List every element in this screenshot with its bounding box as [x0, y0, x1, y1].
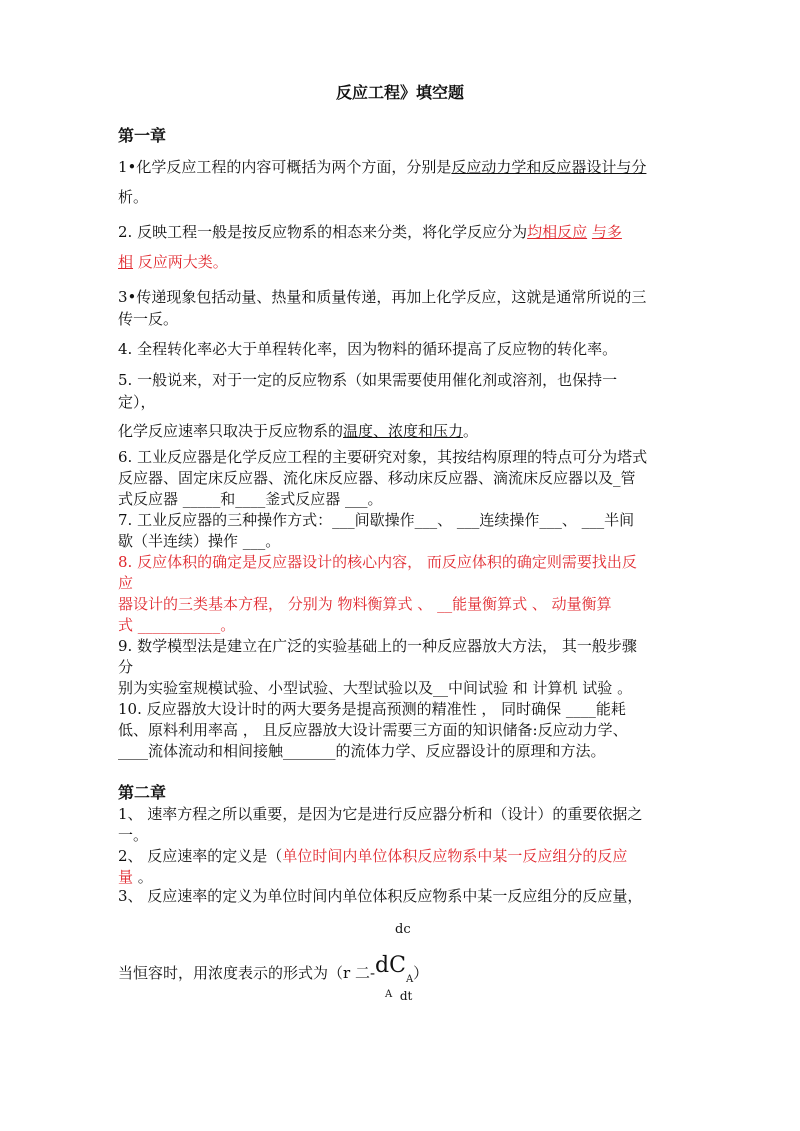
answer-blank: 反应动力学和反应器设计与分 [451, 158, 647, 176]
ch2-q2-line2: 量 。 [118, 868, 153, 886]
ch2-q3-line2: 当恒容时，用浓度表示的形式为（r 二$-dC_A$） [118, 953, 429, 985]
formula-dC: dC [375, 953, 406, 978]
ch1-q8-line2: 应 [118, 574, 134, 592]
chapter-2-heading: 第二章 [118, 783, 167, 802]
ch1-q2-line1: 2. 反映工程一般是按反应物系的相态来分类，将化学反应分为均相反应 与多 [118, 223, 622, 241]
ch1-q3-line1: 3•传递现象包括动量、热量和质量传递，再加上化学反应，这就是通常所说的三 [118, 288, 647, 306]
ch2-q2-line1: 2、 反应速率的定义是（单位时间内单位体积反应物系中某一反应组分的反应 [118, 847, 628, 865]
ch2-q3-line1: 3、 反应速率的定义为单位时间内单位体积反应物系中某一反应组分的反应量， [118, 887, 643, 905]
ch1-q6-line1: 6. 工业反应器是化学反应工程的主要研究对象，其按结构原理的特点可分为塔式 [118, 448, 648, 466]
ch1-q9-line1: 9. 数学模型法是建立在广泛的实验基础上的一种反应器放大方法， 其一般步骤 [118, 637, 637, 655]
answer-blank: 均相反应 [527, 223, 588, 241]
ch1-q8-line1: 8. 反应体积的确定是反应器设计的核心内容， 而反应体积的确定则需要找出反 [118, 553, 637, 571]
ch1-q1-line2: 析。 [118, 188, 149, 206]
ch1-q5-line1: 5. 一般说来，对于一定的反应物系（如果需要使用催化剂或溶剂，也保持一 [118, 371, 618, 389]
ch1-q3-line2: 传一反。 [118, 310, 179, 328]
answer-blank: 与多 [591, 223, 622, 241]
chapter-1-heading: 第一章 [118, 126, 167, 145]
ch1-q2-line2: 相 反应两大类。 [118, 253, 228, 271]
ch2-q1-line2: 一。 [118, 826, 149, 844]
ch1-q10-line2: 低、原料利用率高 ， 且反应器放大设计需要三方面的知识储备:反应动力学、 [118, 721, 628, 739]
ch1-q7-line2: 歇（半连续）操作 ___。 [118, 532, 281, 550]
ch1-q9-line3: 别为实验室规模试验、小型试验、大型试验以及__中间试验 和 计算机 试验 。 [118, 679, 633, 697]
ch1-q8-line3: 器设计的三类基本方程， 分别为 物料衡算式 、 __能量衡算式 、 动量衡算 [118, 595, 612, 613]
ch1-q9-line2: 分 [118, 658, 134, 676]
ch1-q4: 4. 全程转化率必大于单程转化率，因为物料的循环提高了反应物的转化率。 [118, 340, 618, 358]
formula-denominator: $^A$ dt [385, 989, 413, 1003]
ch1-q8-line4: 式 ___________。 [118, 616, 236, 634]
answer-blank: 温度、浓度和压力 [343, 422, 464, 440]
ch1-q6-line3: 式反应器 _____和____釜式反应器 ___。 [118, 490, 383, 508]
ch1-q1-line1: 1•化学反应工程的内容可概括为两个方面，分别是反应动力学和反应器设计与分 [118, 158, 647, 176]
formula-numerator: dc [395, 922, 411, 937]
formula-subscript-a: A [405, 974, 414, 985]
ch1-q5-line3: 化学反应速率只取决于反应物系的温度、浓度和压力。 [118, 422, 479, 440]
ch2-q1-line1: 1、 速率方程之所以重要，是因为它是进行反应器分析和（设计）的重要依据之 [118, 805, 643, 823]
ch1-q5-line2: 定）， [118, 393, 156, 411]
page-title: 反应工程》填空题 [335, 83, 464, 102]
ch1-q10-line3: ____流体流动和相间接触_______的流体力学、反应器设计的原理和方法。 [118, 742, 606, 760]
ch1-q6-line2: 反应器、固定床反应器、流化床反应器、移动床反应器、滴流床反应器以及_管 [118, 469, 636, 487]
ch1-q10-line1: 10. 反应器放大设计时的两大要务是提高预测的精准性 ， 同时确保 ____能耗 [118, 700, 626, 718]
ch1-q7-line1: 7. 工业反应器的三种操作方式：___间歇操作___、 ___连续操作___、 ___半间 [118, 511, 635, 529]
